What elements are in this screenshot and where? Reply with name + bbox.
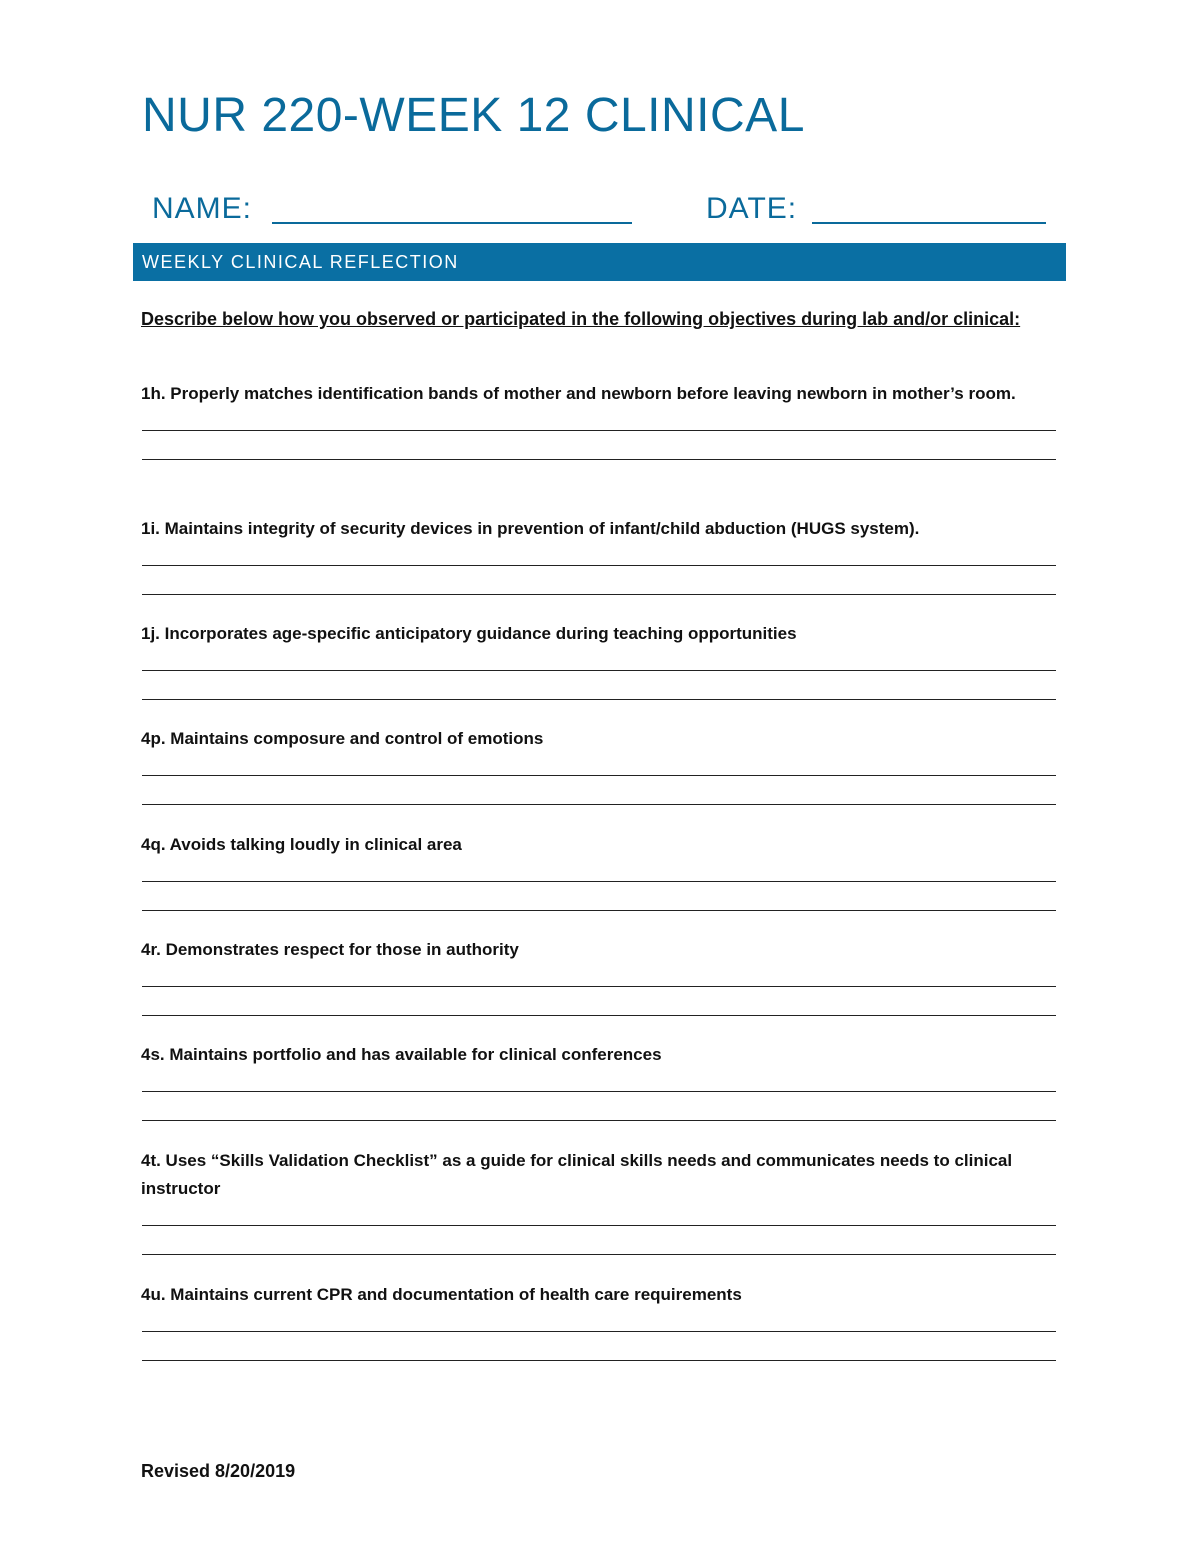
name-label: NAME: (152, 192, 253, 225)
objective-text: 4q. Avoids talking loudly in clinical area (141, 835, 462, 854)
answer-line[interactable] (142, 430, 1056, 431)
answer-line[interactable] (142, 459, 1056, 460)
objective-text: 1i. Maintains integrity of security devices in prevention of infant/child abduction (HUGS system). (141, 519, 920, 538)
objective-item (141, 1041, 1057, 1121)
objective-item (141, 620, 1057, 700)
answer-line[interactable] (142, 594, 1056, 595)
answer-line[interactable] (142, 1091, 1056, 1092)
answer-line[interactable] (142, 881, 1056, 882)
objective-text: 4r. Demonstrates respect for those in authority (141, 940, 519, 959)
objective-item (141, 936, 1057, 1016)
objective-text: 4u. Maintains current CPR and documentation of health care requirements (141, 1285, 742, 1304)
objective-text: 4p. Maintains composure and control of emotions (141, 729, 544, 748)
objective-text: 1h. Properly matches identification bands of mother and newborn before leaving newborn in mother’s room. (141, 384, 1016, 403)
page-title: NUR 220-WEEK 12 CLINICAL (142, 89, 805, 142)
date-field[interactable] (812, 222, 1046, 224)
objective-text: 4t. Uses “Skills Validation Checklist” as a guide for clinical skills needs and communicates needs to clinical instructor (141, 1151, 1013, 1198)
answer-line[interactable] (142, 699, 1056, 700)
objective-item (141, 380, 1057, 460)
answer-line[interactable] (142, 1225, 1056, 1226)
section-header: WEEKLY CLINICAL REFLECTION (133, 243, 1066, 281)
answer-line[interactable] (142, 1360, 1056, 1361)
answer-line[interactable] (142, 1015, 1056, 1016)
instructions: Describe below how you observed or participated in the following objectives during lab and/or clinical: (141, 309, 1021, 329)
objective-item (141, 515, 1057, 595)
date-label: DATE: (706, 192, 798, 225)
answer-line[interactable] (142, 1331, 1056, 1332)
objective-item (141, 725, 1057, 805)
answer-line[interactable] (142, 986, 1056, 987)
objective-text: 1j. Incorporates age-specific anticipatory guidance during teaching opportunities (141, 624, 797, 643)
name-date-row (152, 190, 1052, 230)
revision-footer: Revised 8/20/2019 (141, 1461, 296, 1481)
name-field[interactable] (272, 222, 632, 224)
answer-line[interactable] (142, 804, 1056, 805)
objective-item (141, 1281, 1057, 1361)
answer-line[interactable] (142, 910, 1056, 911)
answer-line[interactable] (142, 1120, 1056, 1121)
objective-text: 4s. Maintains portfolio and has available for clinical conferences (141, 1045, 662, 1064)
answer-line[interactable] (142, 565, 1056, 566)
answer-line[interactable] (142, 1254, 1056, 1255)
answer-line[interactable] (142, 775, 1056, 776)
objective-item (141, 1147, 1057, 1255)
answer-line[interactable] (142, 670, 1056, 671)
objective-item (141, 831, 1057, 911)
